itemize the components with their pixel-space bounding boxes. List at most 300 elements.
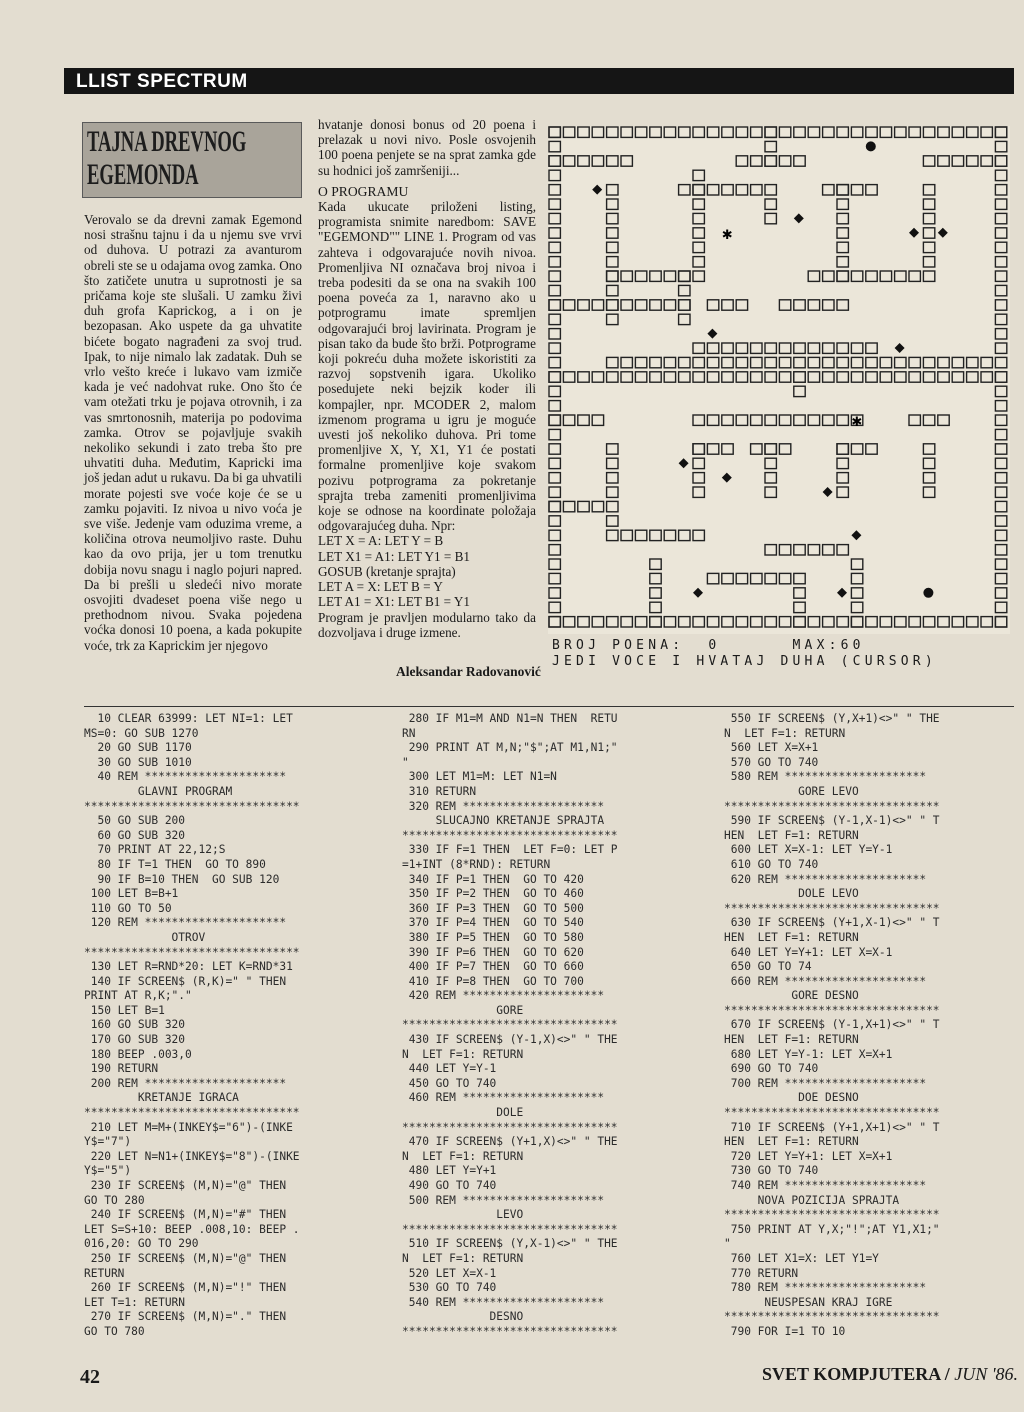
maze-wall-block <box>995 329 1006 339</box>
maze-wall-block <box>837 228 848 238</box>
maze-wall-block <box>635 357 646 367</box>
maze-wall-block <box>578 300 589 310</box>
maze-wall-block <box>549 156 560 166</box>
maze-wall-block <box>578 617 589 627</box>
maze-wall-block <box>635 617 646 627</box>
maze-wall-block <box>736 185 747 195</box>
maze-wall-block <box>995 473 1006 483</box>
listing-line: 130 LET R=RND*20: LET K=RND*31 <box>84 960 293 974</box>
maze-wall-block <box>621 357 632 367</box>
listing-line: ******************************** <box>724 1106 940 1120</box>
listing-line: 280 IF M1=M AND N1=N THEN RETU <box>402 712 618 725</box>
maze-wall-block <box>679 372 690 382</box>
maze-wall-block <box>751 156 762 166</box>
maze-wall-block <box>851 372 862 382</box>
maze-wall-block <box>823 372 834 382</box>
maze-wall-block <box>664 300 675 310</box>
maze-wall-block <box>722 415 733 425</box>
maze-wall-block <box>607 156 618 166</box>
maze-wall-block <box>967 127 978 137</box>
maze-wall-block <box>779 156 790 166</box>
maze-wall-block <box>794 156 805 166</box>
maze-wall-block <box>823 415 834 425</box>
maze-wall-block <box>837 199 848 209</box>
maze-wall-block <box>549 501 560 511</box>
maze-wall-block <box>693 257 704 267</box>
maze-wall-block <box>693 372 704 382</box>
listing-line: HEN LET F=1: RETURN <box>724 1135 859 1149</box>
maze-wall-block <box>607 127 618 137</box>
maze-wall-block <box>549 401 560 411</box>
listing-line: ******************************** <box>84 1106 300 1120</box>
maze-wall-block <box>837 444 848 454</box>
maze-wall-block <box>995 156 1006 166</box>
maze-wall-block <box>765 487 776 497</box>
maze-wall-block <box>707 372 718 382</box>
maze-wall-block <box>981 357 992 367</box>
maze-wall-block <box>722 444 733 454</box>
listing-line: 60 GO SUB 320 <box>84 828 186 842</box>
listing-line: 200 REM ********************* <box>84 1076 287 1090</box>
maze-wall-block <box>765 156 776 166</box>
listing-line: 360 IF P=3 THEN GO TO 500 <box>402 901 584 915</box>
maze-wall-block <box>938 617 949 627</box>
maze-wall-block <box>995 343 1006 353</box>
maze-wall-block <box>923 473 934 483</box>
maze-wall-block <box>794 357 805 367</box>
player-icon: ✱ <box>851 415 863 430</box>
game-screenshot <box>548 126 1010 634</box>
maze-wall-block <box>549 271 560 281</box>
maze-wall-block <box>851 271 862 281</box>
maze-wall-block <box>765 444 776 454</box>
maze-wall-block <box>851 357 862 367</box>
maze-wall-block <box>607 444 618 454</box>
fruit-icon <box>851 530 861 540</box>
maze-wall-block <box>563 415 574 425</box>
maze-wall-block <box>578 372 589 382</box>
maze-wall-block <box>923 415 934 425</box>
maze-wall-block <box>779 357 790 367</box>
listing-line: 370 IF P=4 THEN GO TO 540 <box>402 916 584 930</box>
maze-wall-block <box>549 242 560 252</box>
maze-wall-block <box>995 401 1006 411</box>
listing-line: 270 IF SCREEN$ (M,N)="." THEN <box>84 1310 287 1324</box>
maze-wall-block <box>995 228 1006 238</box>
maze-wall-block <box>995 141 1006 151</box>
maze-wall-block <box>607 257 618 267</box>
maze-wall-block <box>895 617 906 627</box>
maze-wall-block <box>736 573 747 583</box>
maze-wall-block <box>779 343 790 353</box>
maze-wall-block <box>549 199 560 209</box>
listing-line: 90 IF B=10 THEN GO SUB 120 <box>84 872 280 886</box>
listing-line: 150 LET B=1 <box>84 1003 165 1017</box>
section-header-bar <box>64 68 1014 94</box>
maze-wall-block <box>722 357 733 367</box>
listing-line: 500 REM ********************* <box>402 1193 605 1207</box>
maze-wall-block <box>794 127 805 137</box>
maze-wall-block <box>923 617 934 627</box>
maze-wall-block <box>650 573 661 583</box>
maze-wall-block <box>693 444 704 454</box>
fruit-icon <box>679 458 689 468</box>
section-heading: O PROGRAMU <box>318 183 409 199</box>
listing-line: GORE LEVO <box>724 784 859 798</box>
maze-wall-block <box>995 458 1006 468</box>
maze-wall-block <box>880 617 891 627</box>
listing-line: 430 IF SCREEN$ (Y-1,X)<>" " THE <box>402 1033 618 1047</box>
maze-wall-block <box>995 588 1006 598</box>
maze-wall-block <box>923 357 934 367</box>
maze-wall-block <box>938 415 949 425</box>
maze-wall-block <box>923 156 934 166</box>
maze-wall-block <box>823 271 834 281</box>
maze-wall-block <box>851 617 862 627</box>
maze-wall-block <box>607 487 618 497</box>
maze-wall-block <box>794 573 805 583</box>
listing-line: 460 REM ********************* <box>402 1091 605 1105</box>
listing-line: 290 PRINT AT M,N;"$";AT M1,N1;" <box>402 741 618 755</box>
maze-wall-block <box>607 357 618 367</box>
listing-line: 690 GO TO 740 <box>724 1062 819 1076</box>
maze-wall-block <box>995 185 1006 195</box>
listing-line: 180 BEEP .003,0 <box>84 1047 192 1061</box>
maze-wall-block <box>693 530 704 540</box>
article-title <box>87 125 246 191</box>
maze-wall-block <box>765 415 776 425</box>
listing-line: N LET F=1: RETURN <box>402 1047 524 1061</box>
maze-wall-block <box>693 271 704 281</box>
maze-wall-block <box>549 415 560 425</box>
maze-wall-block <box>967 372 978 382</box>
maze-wall-block <box>664 357 675 367</box>
maze-wall-block <box>549 372 560 382</box>
listing-line: 320 REM ********************* <box>402 799 605 813</box>
maze-wall-block <box>664 372 675 382</box>
maze-wall-block <box>549 617 560 627</box>
maze-wall-block <box>664 530 675 540</box>
listing-line: RN <box>402 726 416 740</box>
maze-wall-block <box>549 458 560 468</box>
maze-wall-block <box>736 617 747 627</box>
listing-line: 560 LET X=X+1 <box>724 741 819 755</box>
maze-wall-block <box>650 271 661 281</box>
maze-wall-block <box>751 573 762 583</box>
maze-wall-block <box>779 127 790 137</box>
article-author: Aleksandar Radovanović <box>396 664 541 679</box>
maze-wall-block <box>549 213 560 223</box>
maze-wall-block <box>607 199 618 209</box>
code-line: LET X1 = A1: LET Y1 = B1 <box>318 548 470 564</box>
listing-line: 600 LET X=X-1: LET Y=Y-1 <box>724 843 893 857</box>
maze-wall-block <box>549 444 560 454</box>
maze-wall-block <box>967 357 978 367</box>
maze-wall-block <box>823 357 834 367</box>
listing-line: 790 FOR I=1 TO 10 <box>724 1324 846 1338</box>
maze-wall-block <box>563 156 574 166</box>
listing-line: 50 GO SUB 200 <box>84 814 186 828</box>
maze-wall-block <box>621 300 632 310</box>
maze-wall-block <box>751 372 762 382</box>
fruit-icon <box>823 487 833 497</box>
maze-graphic <box>548 126 1010 634</box>
maze-wall-block <box>693 242 704 252</box>
ghost-icon <box>866 141 876 151</box>
listing-line: NEUSPESAN KRAJ IGRE <box>724 1295 893 1309</box>
maze-wall-block <box>779 372 790 382</box>
maze-wall-block <box>880 127 891 137</box>
listing-line: 440 LET Y=Y-1 <box>402 1062 497 1076</box>
maze-wall-block <box>779 415 790 425</box>
maze-wall-block <box>607 501 618 511</box>
maze-wall-block <box>923 185 934 195</box>
listing-line: GORE <box>402 1003 524 1017</box>
maze-wall-block <box>909 617 920 627</box>
maze-wall-block <box>650 588 661 598</box>
maze-wall-block <box>607 516 618 526</box>
maze-wall-block <box>549 588 560 598</box>
maze-wall-block <box>823 343 834 353</box>
maze-wall-block <box>938 127 949 137</box>
maze-wall-block <box>765 156 776 166</box>
magazine-name: SVET KOMPJUTERA / <box>762 1364 950 1384</box>
maze-wall-block <box>549 559 560 569</box>
maze-wall-block <box>707 573 718 583</box>
listing-line: 710 IF SCREEN$ (Y+1,X+1)<>" " T <box>724 1120 940 1134</box>
maze-wall-block <box>707 415 718 425</box>
maze-wall-block <box>592 156 603 166</box>
maze-wall-block <box>981 372 992 382</box>
maze-wall-block <box>549 617 560 627</box>
maze-wall-block <box>679 314 690 324</box>
maze-wall-block <box>995 271 1006 281</box>
maze-wall-block <box>765 458 776 468</box>
maze-wall-block <box>736 343 747 353</box>
maze-wall-block <box>722 127 733 137</box>
listing-line: 260 IF SCREEN$ (M,N)="!" THEN <box>84 1281 287 1295</box>
maze-wall-block <box>837 487 848 497</box>
maze-wall-block <box>837 444 848 454</box>
maze-wall-block <box>679 271 690 281</box>
maze-wall-block <box>650 300 661 310</box>
maze-wall-block <box>837 185 848 195</box>
listing-line: MS=0: GO SUB 1270 <box>84 726 199 740</box>
maze-wall-block <box>635 372 646 382</box>
program-listing-col2 <box>402 712 702 1340</box>
instructions-status-line: JEDI VOCE I HVATAJ DUHA (CURSOR) <box>552 654 937 669</box>
listing-line: 420 REM ********************* <box>402 989 605 1003</box>
maze-wall-block <box>981 617 992 627</box>
maze-wall-block <box>664 127 675 137</box>
maze-wall-block <box>592 127 603 137</box>
code-line: LET A = X: LET B = Y <box>318 579 443 595</box>
maze-wall-block <box>621 127 632 137</box>
listing-line: 30 GO SUB 1010 <box>84 755 192 769</box>
maze-wall-block <box>765 141 776 151</box>
listing-line: 570 GO TO 740 <box>724 755 819 769</box>
maze-wall-block <box>693 343 704 353</box>
maze-wall-block <box>578 156 589 166</box>
maze-wall-block <box>866 127 877 137</box>
maze-wall-block <box>592 415 603 425</box>
maze-wall-block <box>995 501 1006 511</box>
maze-wall-block <box>693 444 704 454</box>
maze-wall-block <box>765 372 776 382</box>
maze-wall-block <box>995 357 1006 367</box>
col2-paragraph-1: hvatanje donosi bonus od 20 poena i prelazak u novi nivo. Posle osvojenih 100 poena penjete se na sprat zamka gde su hodnici još zamršeniji... <box>318 117 536 178</box>
maze-wall-block <box>923 271 934 281</box>
maze-wall-block <box>765 545 776 555</box>
maze-wall-block <box>592 372 603 382</box>
maze-wall-block <box>607 228 618 238</box>
maze-wall-block <box>808 271 819 281</box>
listing-line: 120 REM ********************* <box>84 916 287 930</box>
maze-wall-block <box>779 545 790 555</box>
listing-line: GO TO 280 <box>84 1193 145 1207</box>
maze-wall-block <box>751 444 762 454</box>
maze-wall-block <box>952 372 963 382</box>
maze-wall-block <box>664 271 675 281</box>
maze-wall-block <box>751 127 762 137</box>
maze-wall-block <box>549 285 560 295</box>
maze-wall-block <box>722 185 733 195</box>
maze-wall-block <box>736 357 747 367</box>
listing-line: 220 LET N=N1+(INKEY$="8")-(INKE <box>84 1149 300 1163</box>
maze-wall-block <box>693 228 704 238</box>
maze-wall-block <box>995 545 1006 555</box>
maze-wall-block <box>837 213 848 223</box>
article-title-line2: EGEMONDA <box>87 158 199 191</box>
maze-wall-block <box>851 617 862 627</box>
maze-wall-block <box>995 156 1006 166</box>
listing-line: DOLE LEVO <box>724 887 859 901</box>
listing-line: LET T=1: RETURN <box>84 1295 186 1309</box>
maze-wall-block <box>851 343 862 353</box>
maze-wall-block <box>837 617 848 627</box>
listing-line: 100 LET B=B+1 <box>84 887 179 901</box>
maze-wall-block <box>808 357 819 367</box>
maze-wall-block <box>607 314 618 324</box>
maze-wall-block <box>549 473 560 483</box>
maze-wall-block <box>549 185 560 195</box>
maze-wall-block <box>779 444 790 454</box>
maze-wall-block <box>650 357 661 367</box>
listing-line: N LET F=1: RETURN <box>402 1149 524 1163</box>
maze-wall-block <box>751 617 762 627</box>
listing-line: 520 LET X=X-1 <box>402 1266 497 1280</box>
maze-wall-block <box>923 213 934 223</box>
maze-wall-block <box>549 228 560 238</box>
maze-wall-block <box>765 444 776 454</box>
maze-wall-block <box>549 516 560 526</box>
maze-wall-block <box>549 170 560 180</box>
listing-line: HEN LET F=1: RETURN <box>724 828 859 842</box>
listing-line: 490 GO TO 740 <box>402 1179 497 1192</box>
maze-wall-block <box>679 185 690 195</box>
maze-wall-block <box>549 602 560 612</box>
maze-wall-block <box>650 530 661 540</box>
maze-wall-block <box>563 127 574 137</box>
listing-line: " <box>402 755 409 769</box>
maze-wall-block <box>607 473 618 483</box>
maze-wall-block <box>808 343 819 353</box>
listing-line: N LET F=1: RETURN <box>402 1251 524 1265</box>
maze-wall-block <box>923 242 934 252</box>
maze-wall-block <box>707 185 718 195</box>
maze-wall-block <box>722 343 733 353</box>
listing-line: 770 RETURN <box>724 1266 799 1280</box>
maze-wall-block <box>995 386 1006 396</box>
maze-wall-block <box>952 127 963 137</box>
maze-wall-block <box>679 617 690 627</box>
maze-wall-block <box>995 127 1006 137</box>
listing-line: =1+INT (8*RND): RETURN <box>402 857 551 871</box>
maze-wall-block <box>995 285 1006 295</box>
maze-wall-block <box>880 372 891 382</box>
fruit-icon <box>693 588 703 598</box>
maze-wall-block <box>837 357 848 367</box>
listing-line: 590 IF SCREEN$ (Y-1,X-1)<>" " T <box>724 814 940 828</box>
maze-wall-block <box>823 617 834 627</box>
listing-line: 610 GO TO 740 <box>724 857 819 871</box>
maze-wall-block <box>995 372 1006 382</box>
maze-wall-block <box>866 357 877 367</box>
maze-wall-block <box>880 357 891 367</box>
maze-wall-block <box>923 372 934 382</box>
maze-wall-block <box>779 573 790 583</box>
maze-wall-block <box>607 617 618 627</box>
listing-line: 680 LET Y=Y-1: LET X=X+1 <box>724 1047 893 1061</box>
maze-wall-block <box>995 617 1006 627</box>
listing-line: 340 IF P=1 THEN GO TO 420 <box>402 872 584 886</box>
col2-paragraph-2: Kada ukucate priloženi listing, programista snimite naredbom: SAVE "EGEMOND"" LINE 1. Program od vas zahteva i odgovarajuće novih nivoa. Promenljiva NI označava broj nivoa i treba podesiti da se ona na svakih 100 poena poveća za 1, naravno ako u potprogramu imate spremljen odgovarajući broj lavirinata. Program je pisan tako da bude što brži. Potprograme koji pokreću duha možete iskoristiti za razvoj sopstvenih igara. Ukoliko posedujete neki bejzik koder ili kompajler, npr. MCODER 2, malom izmenom programa u igru je moguće uvesti još nekoliko duhova. Pri tome promenljive X, Y, X1, Y1 će postati formalne promenljive koje svakom pozivu potprograma za pokretanje sprajta treba zameniti promenljivima koje se odnose na koordinate položaja odgovarajućeg duha. Npr: <box>318 199 536 534</box>
fruit-icon <box>722 473 732 483</box>
fruit-icon <box>909 228 919 238</box>
maze-wall-block <box>995 429 1006 439</box>
listing-line: GORE DESNO <box>724 989 859 1003</box>
maze-wall-block <box>851 127 862 137</box>
maze-wall-block <box>866 185 877 195</box>
maze-wall-block <box>563 372 574 382</box>
maze-wall-block <box>751 185 762 195</box>
maze-wall-block <box>635 271 646 281</box>
maze-wall-block <box>866 271 877 281</box>
listing-line: 480 LET Y=Y+1 <box>402 1164 497 1178</box>
maze-wall-block <box>549 415 560 425</box>
maze-wall-block <box>779 617 790 627</box>
maze-wall-block <box>765 127 776 137</box>
maze-wall-block <box>851 588 862 598</box>
article-title-line1: TAJNA DREVNOG <box>87 125 247 158</box>
maze-wall-block <box>679 271 690 281</box>
listing-line: DOLE <box>402 1106 524 1120</box>
maze-wall-block <box>679 127 690 137</box>
listing-line: OTROV <box>84 930 206 944</box>
listing-line: ******************************** <box>724 901 940 915</box>
maze-wall-block <box>549 314 560 324</box>
listing-line: GO TO 780 <box>84 1324 145 1338</box>
maze-wall-block <box>765 357 776 367</box>
listing-line: 530 GO TO 740 <box>402 1281 497 1295</box>
maze-wall-block <box>607 185 618 195</box>
listing-line: ******************************** <box>402 1324 618 1338</box>
maze-wall-block <box>808 372 819 382</box>
listing-line: 400 IF P=7 THEN GO TO 660 <box>402 960 584 974</box>
col2-paragraph-3: Program je pravljen modularno tako da dozvoljava i druge izmene. <box>318 609 536 640</box>
maze-wall-block <box>736 156 747 166</box>
maze-wall-block <box>851 602 862 612</box>
